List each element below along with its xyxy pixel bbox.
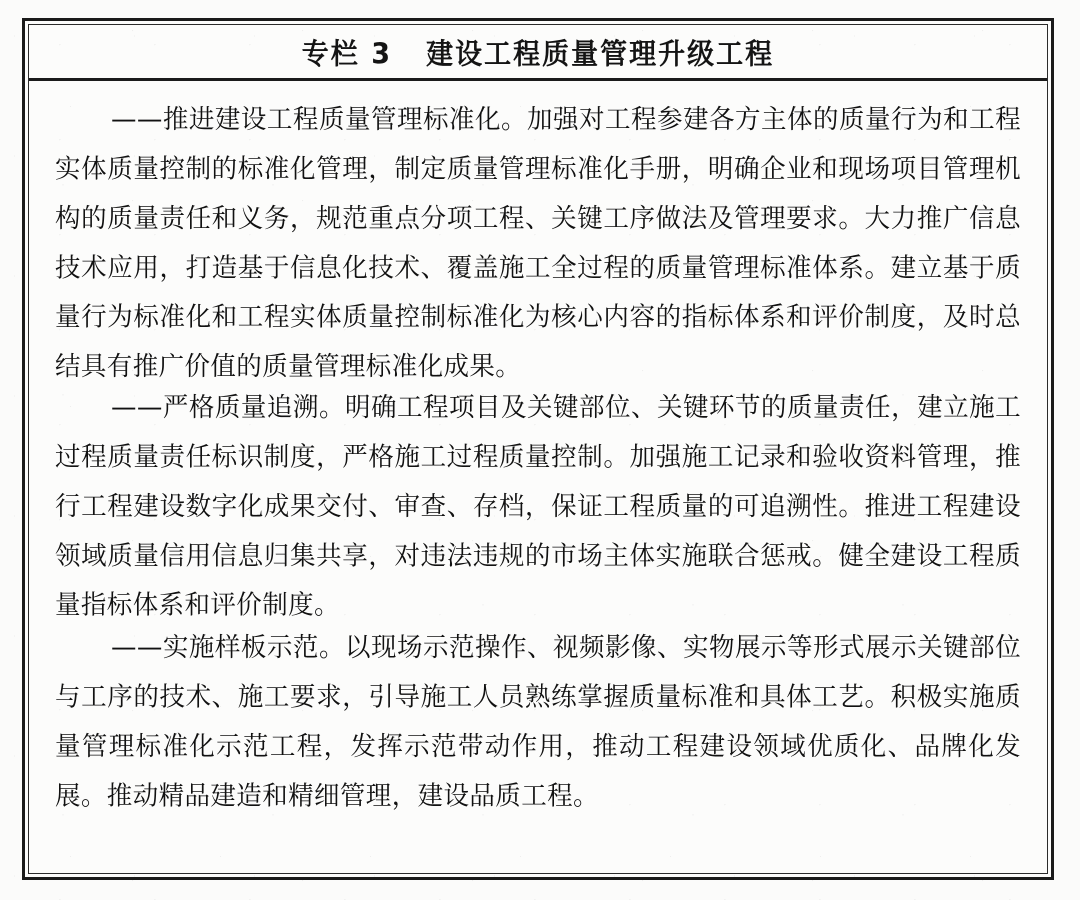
callout-title-row: [29, 25, 1047, 81]
callout-title: 专栏 3 建设工程质量管理升级工程: [301, 38, 775, 72]
paragraph-demonstration: ——实施样板示范。以现场示范操作、视频影像、实物展示等形式展示关键部位与工序的技术、施工要求，引导施工人员熟练掌握质量标准和具体工艺。积极实施质量管理标准化示范工程，发挥示范带动作用，推动工程建设领域优质化、品牌化发展。推动精品建造和精细管理，建设品质工程。: [55, 632, 1021, 812]
callout-box: [22, 18, 1054, 880]
paragraph-traceability: ——严格质量追溯。明确工程项目及关键部位、关键环节的质量责任，建立施工过程质量责任标识制度，严格施工过程质量控制。加强施工记录和验收资料管理，推行工程建设数字化成果交付、审查、存档，保证工程质量的可追溯性。推进工程建设领域质量信用信息归集共享，对违法违规的市场主体实施联合惩戒。健全建设工程质量指标体系和评价制度。: [55, 392, 1021, 621]
paragraph-standardization: ——推进建设工程质量管理标准化。加强对工程参建各方主体的质量行为和工程实体质量控制的标准化管理，制定质量管理标准化手册，明确企业和现场项目管理机构的质量责任和义务，规范重点分项工程、关键工序做法及管理要求。大力推广信息技术应用，打造基于信息化技术、覆盖施工全过程的质量管理标准体系。建立基于质量行为标准化和工程实体质量控制标准化为核心内容的指标体系和评价制度，及时总结具有推广价值的质量管理标准化成果。: [55, 104, 1021, 383]
callout-box-inner-border: [28, 24, 1048, 874]
callout-body: [29, 81, 1047, 873]
